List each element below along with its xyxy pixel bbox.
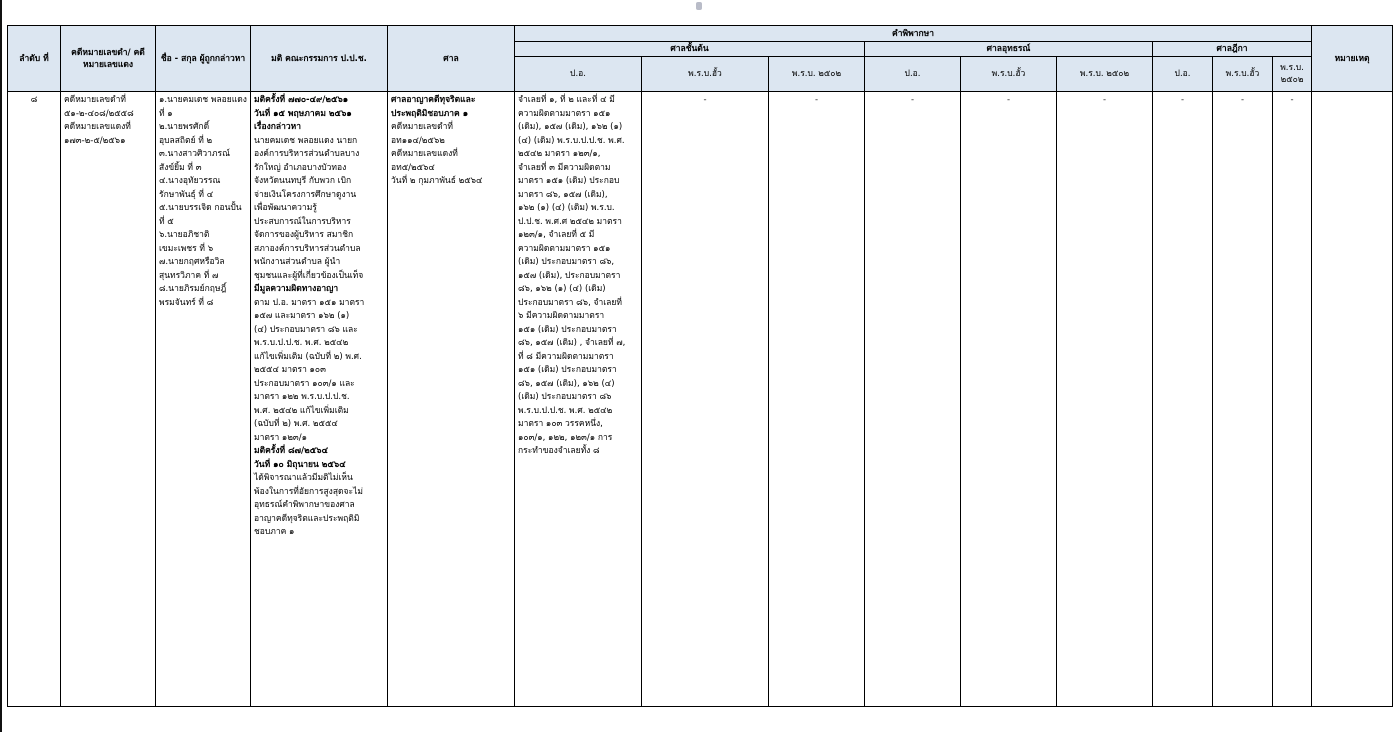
header-first-po: ป.อ. <box>515 57 642 92</box>
header-name: ชื่อ - สกุล ผู้ถูกกล่าวหา <box>156 26 251 92</box>
header-case-no: คดีหมายเลขดำ/ คดีหมายเลขแดง <box>61 26 156 92</box>
offense-heading: มีมูลความผิดทางอาญา <box>254 284 339 294</box>
cell-appeal-prb-hua: - <box>961 92 1057 707</box>
header-judgment: คำพิพากษา <box>515 26 1312 42</box>
cell-supreme-po: - <box>1153 92 1213 707</box>
header-order: ลำดับ ที่ <box>8 26 61 92</box>
cell-supreme-prb-hua: - <box>1213 92 1273 707</box>
header-first-court: ศาลชั้นต้น <box>515 42 865 57</box>
header-supreme-prb-2502: พ.ร.บ. ๒๕๐๒ <box>1273 57 1312 92</box>
cell-resolution: มติครั้งที่ ๗๗๐-๔๙/๒๕๖๑ วันที่ ๑๕ พฤษภาคม ๒๕๖๑ เรื่องกล่าวหา นายคมเดช พลอยแดง นายก องค์การบริหารส่วนตำบลบาง รักใหญ่ อำเภอบางบัวทอง จังหวัดนนทบุรี กับพวก เบิก จ่ายเงินโครงการศึกษาดูงาน เพื่อพัฒนาความรู้ ประสบการณ์ในการบริหาร จัดการของผู้บริหาร สมาชิก สภาองค์การบริหารส่วนตำบล พนักงานส่วนตำบล ผู้นำ ชุมชนและผู้ที่เกี่ยวข้องเป็นเท็จ มีมูลความผิดทางอาญา ตาม ป.อ. มาตรา ๑๕๑ มาตรา ๑๕๗ และมาตรา ๑๖๒ (๑) (๔) ประกอบมาตรา ๘๖ และ พ.ร.บ.ป.ป.ช. พ.ศ. ๒๕๔๒ แก้ไขเพิ่มเติม (ฉบับที่ ๒) พ.ศ. ๒๕๕๔ มาตรา ๑๐๓ ประกอบมาตรา ๑๐๓/๑ และ มาตรา ๑๒๒ พ.ร.บ.ป.ป.ช. พ.ศ. ๒๕๔๒ แก้ไขเพิ่มเติม (ฉบับที่ ๒) พ.ศ. ๒๕๕๔ มาตรา ๑๒๓/๑ มติครั้งที่ ๘๗/๒๕๖๔ วันที่ ๑๐ มิถุนายน ๒๕๖๔ ได้พิจารณาแล้วมีมติไม่เห็น พ้องในการที่อัยการสูงสุดจะไม่ อุทธรณ์คำพิพากษาของศาล อาญาคดีทุจริตและประพฤติมิ ชอบภาค ๑ <box>251 92 388 707</box>
header-supreme-court: ศาลฎีกา <box>1153 42 1312 57</box>
header-resolution: มติ คณะกรรมการ ป.ป.ช. <box>251 26 388 92</box>
cell-first-prb-hua: - <box>642 92 769 707</box>
cell-names: ๑.นายคมเดช พลอยแดง ที่ ๑ ๒.นายพรศักดิ์ อุบลสถิตย์ ที่ ๒ ๓.นางสาวศิวาภรณ์ สังข์ยิ้ม ที่ ๓ ๔.นางอุทัยวรรณ รักษาพันธุ์ ที่ ๔ ๕.นายบรรเจิด กอนปั้น ที่ ๕ ๖.นายอภิชาติ เขมะเพชร ที่ ๖ ๗.นายกฤศหรือวิล สุนทรวิภาค ที่ ๗ ๘.นายภิรมย์กฤษฎิ์ พรมจันทร์ ที่ ๘ <box>156 92 251 707</box>
header-appeal-po: ป.อ. <box>865 57 961 92</box>
cell-first-prb-2502: - <box>769 92 865 707</box>
cell-remark <box>1312 92 1393 707</box>
page-top-marker <box>696 2 702 10</box>
header-appeal-court: ศาลอุทธรณ์ <box>865 42 1153 57</box>
resolution-date-2: วันที่ ๑๐ มิถุนายน ๒๕๖๔ <box>254 459 346 470</box>
allegation-heading: เรื่องกล่าวหา <box>254 122 302 132</box>
resolution-title-1: มติครั้งที่ ๗๗๐-๔๙/๒๕๖๑ <box>254 95 349 105</box>
header-supreme-po: ป.อ. <box>1153 57 1213 92</box>
resolution-title-2: มติครั้งที่ ๘๗/๒๕๖๔ <box>254 446 329 456</box>
table-row <box>8 92 1393 707</box>
cell-supreme-prb-2502: - <box>1273 92 1312 707</box>
header-remark: หมายเหตุ <box>1312 26 1393 92</box>
left-border-line <box>0 0 2 732</box>
header-supreme-prb-hua: พ.ร.บ.ฮั้ว <box>1213 57 1273 92</box>
header-first-prb-hua: พ.ร.บ.ฮั้ว <box>642 57 769 92</box>
header-court: ศาล <box>388 26 515 92</box>
header-first-prb-2502: พ.ร.บ. ๒๕๐๒ <box>769 57 865 92</box>
cell-appeal-po: - <box>865 92 961 707</box>
judgment-table <box>7 25 1393 707</box>
cell-order: ๘ <box>8 92 61 707</box>
cell-appeal-prb-2502: - <box>1057 92 1153 707</box>
cell-first-po: จำเลยที่ ๑, ที่ ๒ และที่ ๔ มี ความผิดตามมาตรา ๑๕๑ (เดิม), ๑๕๗ (เดิม), ๑๖๒ (๑) (๔) (เดิม) พ.ร.บ.ป.ป.ช. พ.ศ. ๒๕๔๒ มาตรา ๑๒๓/๑, จำเลยที่ ๓ มีความผิดตาม มาตรา ๑๕๑ (เดิม) ประกอบ มาตรา ๘๖, ๑๕๗ (เดิม), ๑๖๒ (๑) (๔) (เดิม) พ.ร.บ. ป.ป.ช. พ.ศ.ศ ๒๕๔๒ มาตรา ๑๒๓/๑, จำเลยที่ ๕ มี ความผิดตามมาตรา ๑๕๑ (เดิม) ประกอบมาตรา ๘๖, ๑๕๗ (เดิม), ประกอบมาตรา ๘๖, ๑๖๒ (๑) (๔) (เดิม) ประกอบมาตรา ๘๖, จำเลยที่ ๖ มีความผิดตามมาตรา ๑๕๑ (เดิม) ประกอบมาตรา ๘๖, ๑๕๗ (เดิม) , จำเลยที่ ๗, ที่ ๘ มีความผิดตามมาตรา ๑๕๑ (เดิม) ประกอบมาตรา ๘๖, ๑๕๗ (เดิม), ๑๖๒ (๔) (เดิม) ประกอบมาตรา ๘๖ พ.ร.บ.ป.ป.ช. พ.ศ. ๒๕๔๒ มาตรา ๑๐๓ วรรคหนึ่ง, ๑๐๓/๑, ๑๒๒, ๑๒๓/๑ การ กระทำของจำเลยทั้ง ๘ <box>515 92 642 707</box>
cell-case-no: คดีหมายเลขดำที่ ๕๑-๒-๔๐๘/๒๕๕๘ คดีหมายเลขแดงที่ ๑๗๓-๒-๕/๒๕๖๑ <box>61 92 156 707</box>
cell-court: ศาลอาญาคดีทุจริตและ ประพฤติมิชอบภาค ๑ คดีหมายเลขดำที่ อท๑๑๔/๒๕๖๒ คดีหมายเลขแดงที่ อท๕/๒๕๖๔ วันที่ ๒ กุมภาพันธ์ ๒๕๖๔ <box>388 92 515 707</box>
resolution-date-1: วันที่ ๑๕ พฤษภาคม ๒๕๖๑ <box>254 108 352 119</box>
header-appeal-prb-2502: พ.ร.บ. ๒๕๐๒ <box>1057 57 1153 92</box>
header-appeal-prb-hua: พ.ร.บ.ฮั้ว <box>961 57 1057 92</box>
